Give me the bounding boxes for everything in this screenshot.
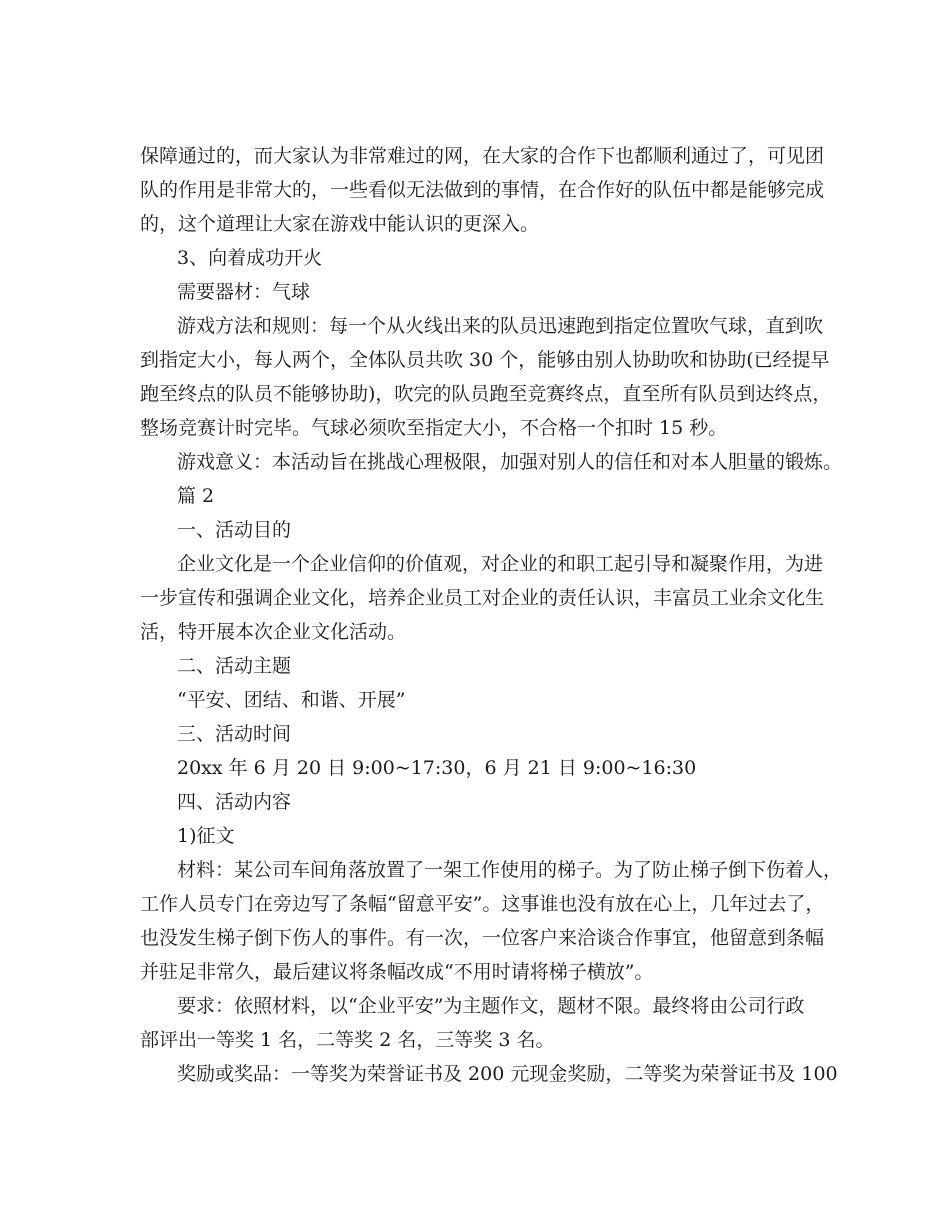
text-line: 并驻足非常久，最后建议将条幅改成“不用时请将梯子横放”。 xyxy=(140,961,654,983)
text-line: 到指定大小，每人两个，全体队员共吹 30 个，能够由别人协助吹和协助(已经提早 xyxy=(140,349,830,371)
text-line: 活，特开展本次企业文化活动。 xyxy=(140,621,407,643)
text-line: 要求：依照材料，以“企业平安”为主题作文，题材不限。最终将由公司行政 xyxy=(177,995,805,1017)
text-line: 企业文化是一个企业信仰的价值观，对企业的和职工起引导和凝聚作用，为进 xyxy=(177,553,824,575)
text-line: 队的作用是非常大的，一些看似无法做到的事情，在合作好的队伍中都是能够完成 xyxy=(140,179,825,201)
text-line: “平安、团结、和谐、开展” xyxy=(177,689,406,711)
text-line: 部评出一等奖 1 名，二等奖 2 名，三等奖 3 名。 xyxy=(140,1029,555,1051)
text-line: 游戏意义：本活动旨在挑战心理极限，加强对别人的信任和对本人胆量的锻炼。 xyxy=(177,451,843,473)
text-line: 的，这个道理让大家在游戏中能认识的更深入。 xyxy=(140,213,540,235)
section-heading: 1)征文 xyxy=(177,825,235,847)
section-heading: 篇 2 xyxy=(177,485,215,507)
text-line: 材料：某公司车间角落放置了一架工作使用的梯子。为了防止梯子倒下伤着人， xyxy=(177,859,843,881)
text-line: 保障通过的，而大家认为非常难过的网，在大家的合作下也都顺利通过了，可见团 xyxy=(140,145,825,167)
text-line: 20xx 年 6 月 20 日 9:00~17:30，6 月 21 日 9:00~16:30 xyxy=(177,757,697,779)
text-line: 一步宣传和强调企业文化，培养企业员工对企业的责任认识，丰富员工业余文化生 xyxy=(140,587,825,609)
text-line: 游戏方法和规则：每一个从火线出来的队员迅速跑到指定位置吹气球，直到吹 xyxy=(177,315,824,337)
section-heading: 一、活动目的 xyxy=(177,519,292,541)
text-line: 工作人员专门在旁边写了条幅“留意平安”。这事谁也没有放在心上，几年过去了， xyxy=(140,893,825,915)
text-line: 也没发生梯子倒下伤人的事件。有一次，一位客户来洽谈合作事宜，他留意到条幅 xyxy=(140,927,825,949)
text-line: 整场竞赛计时完毕。气球必须吹至指定大小，不合格一个扣时 15 秒。 xyxy=(140,417,728,439)
text-line: 奖励或奖品：一等奖为荣誉证书及 200 元现金奖励，二等奖为荣誉证书及 100 xyxy=(177,1063,838,1085)
section-heading: 四、活动内容 xyxy=(177,791,292,813)
section-heading: 三、活动时间 xyxy=(177,723,292,745)
text-line: 跑至终点的队员不能够协助)，吹完的队员跑至竞赛终点，直至所有队员到达终点， xyxy=(140,383,832,405)
section-heading: 二、活动主题 xyxy=(177,655,292,677)
section-heading: 3、向着成功开火 xyxy=(177,247,323,269)
text-line: 需要器材：气球 xyxy=(177,281,311,303)
